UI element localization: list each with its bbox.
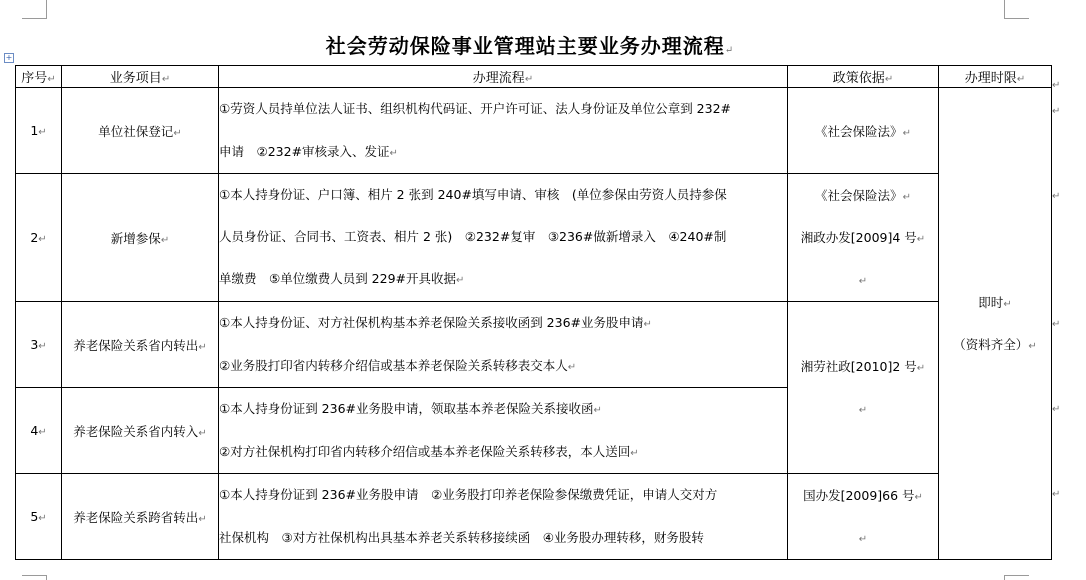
table-row — [16, 474, 1052, 560]
row-number: 2↵ — [16, 174, 62, 302]
paragraph-mark: ↵ — [1052, 191, 1061, 202]
document-title: 社会劳动保险事业管理站主要业务办理流程↵ — [325, 34, 735, 58]
process-line: 社保机构 ③对方社保机构出具基本养老关系转移接续函 ④业务股办理转移，财务股转 — [219, 530, 704, 545]
process-steps — [219, 302, 788, 388]
process-steps — [219, 88, 788, 174]
policy-basis: 国办发[2009]66 号↵ ↵ — [788, 474, 939, 560]
row-number: 4↵ — [16, 388, 62, 474]
header-num: 序号↵ — [16, 66, 62, 88]
policy-basis: 《社会保险法》↵ — [788, 88, 939, 174]
process-line: ①本人持身份证、户口簿、相片 2 张到 240#填写申请、审核 (单位参保由劳资人员持参保 — [219, 187, 727, 202]
process-line: 人员身份证、合同书、工资表、相片 2 张) ②232#复审 ③236#做新增录入 ④240#制 — [219, 229, 727, 244]
business-item: 养老保险关系省内转出↵ — [62, 302, 219, 388]
process-line: ①本人持身份证到 236#业务股申请 ②业务股打印养老保险参保缴费凭证，申请人交对方 — [219, 487, 718, 502]
business-item: 养老保险关系跨省转出↵ — [62, 474, 219, 560]
process-line: ②业务股打印省内转移介绍信或基本养老保险关系转移表交本人↵ — [219, 358, 577, 373]
paragraph-mark: ↵ — [1052, 80, 1061, 91]
time-limit-note: （资料齐全）↵ — [953, 336, 1037, 352]
process-line: 申请 ②232#审核录入、发证↵ — [219, 144, 398, 159]
paragraph-mark: ↵ — [1052, 106, 1061, 117]
process-line: ①本人持身份证到 236#业务股申请，领取基本养老保险关系接收函↵ — [219, 401, 602, 416]
page-corner-mark — [1004, 0, 1029, 19]
policy-basis: 湘劳社政[2010]2 号↵ ↵ — [788, 302, 939, 474]
table-header-row — [16, 66, 1052, 88]
business-item: 单位社保登记↵ — [62, 88, 219, 174]
table-move-handle-icon[interactable]: + — [5, 53, 13, 62]
process-table — [15, 65, 1052, 560]
time-limit — [939, 88, 1052, 560]
table-row — [16, 88, 1052, 174]
page-corner-mark — [22, 0, 47, 19]
process-steps — [219, 474, 788, 560]
process-line: 单缴费 ⑤单位缴费人员到 229#开具收据↵ — [219, 271, 465, 286]
business-item: 养老保险关系省内转入↵ — [62, 388, 219, 474]
table-row — [16, 174, 1052, 302]
paragraph-mark: ↵ — [1052, 489, 1061, 500]
paragraph-mark: ↵ — [1052, 319, 1061, 330]
process-steps — [219, 174, 788, 302]
table-row — [16, 302, 1052, 388]
header-item: 业务项目↵ — [62, 66, 219, 88]
row-number: 3↵ — [16, 302, 62, 388]
business-item: 新增参保↵ — [62, 174, 219, 302]
row-number: 1↵ — [16, 88, 62, 174]
header-time: 办理时限↵ — [939, 66, 1052, 88]
process-line: ②对方社保机构打印省内转移介绍信或基本养老保险关系转移表，本人送回↵ — [219, 444, 639, 459]
time-limit-value: 即时↵ — [978, 294, 1012, 310]
process-steps — [219, 388, 788, 474]
header-policy: 政策依据↵ — [788, 66, 939, 88]
paragraph-mark: ↵ — [1052, 404, 1061, 415]
process-line: ①本人持身份证、对方社保机构基本养老保险关系接收函到 236#业务股申请↵ — [219, 315, 652, 330]
row-number: 5↵ — [16, 474, 62, 560]
process-line: ①劳资人员持单位法人证书、组织机构代码证、开户许可证、法人身份证及单位公章到 232# — [219, 101, 732, 116]
policy-basis: 《社会保险法》↵ 湘政办发[2009]4 号↵ ↵ — [788, 174, 939, 302]
header-process: 办理流程↵ — [219, 66, 788, 88]
